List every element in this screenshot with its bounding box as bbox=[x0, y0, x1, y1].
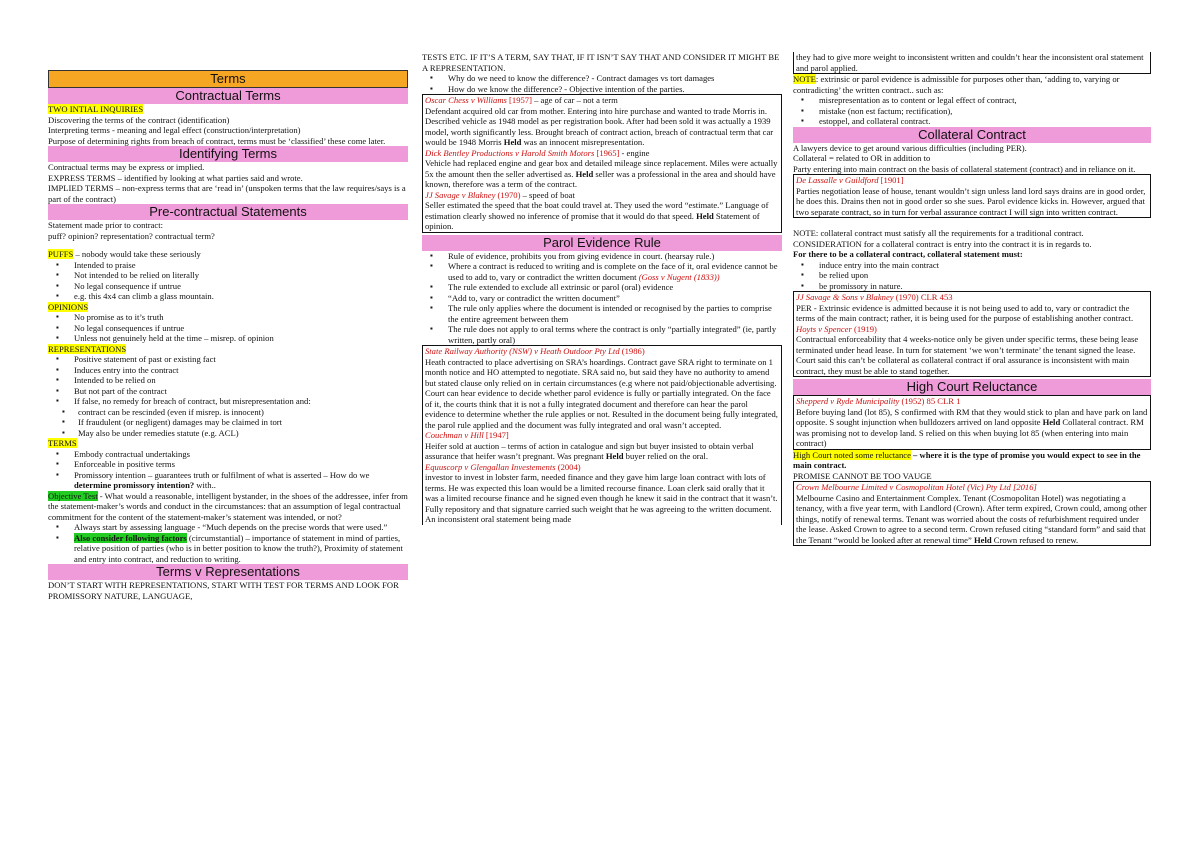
for-there-bold: For there to be a collateral contract, collateral statement must: bbox=[793, 249, 1023, 259]
pre-1: Statement made prior to contract: bbox=[48, 220, 164, 230]
delass-case: De Lassalle v Guildford bbox=[796, 175, 879, 185]
terms-v-reps-title: Terms v Representations bbox=[48, 564, 408, 580]
precontractual-title: Pre-contractual Statements bbox=[48, 204, 408, 220]
coll-2: Collateral = related to OR in addition to bbox=[793, 153, 931, 163]
parol-title: Parol Evidence Rule bbox=[422, 235, 782, 251]
case-box-oscar bbox=[422, 94, 782, 233]
list-item: ▪ be promissory in nature. bbox=[819, 281, 1151, 292]
list-item: ▪ But not part of the contract bbox=[74, 386, 408, 397]
opinions-list bbox=[48, 312, 408, 344]
jj-case: JJ Savage v Blakney bbox=[425, 189, 496, 200]
crown-case: Crown Melbourne Limited v Cosmopolitan Hotel (Vic) Pty Ltd [2016] bbox=[796, 482, 1037, 492]
hc-noted-label: High Court noted some reluctance bbox=[793, 449, 911, 460]
shep-text: Before buying land (lot 85), S confirmed with RM that they would stick to plan and have park on land opposite. S sought injunction when bulldozers arrived on land opposite bbox=[796, 406, 1148, 427]
hc-noted-bold: – where it is the type of promise you would expect to see in the main contract. bbox=[793, 449, 1141, 470]
column-2 bbox=[422, 52, 782, 525]
jjs-text: PER - Extrinsic evidence is admitted because it is not being used to add to, vary or contradict the terms of the main contract; rather, it is being used for the purpose of establishing another contract. bbox=[796, 302, 1134, 323]
crown-end: Crown refused to renew. bbox=[991, 534, 1079, 545]
list-item bbox=[448, 261, 782, 282]
note-text: : extrinsic or parol evidence is admissible for purposes other than, ‘adding to, varying or contradicting’ the written contract.. such as: bbox=[793, 74, 1120, 95]
dick-case: Dick Bentley Productions v Harold Smith Motors bbox=[425, 147, 595, 158]
couch-end: buyer relied on the oral. bbox=[623, 451, 708, 461]
list-item: ▪ No promise as to it’s truth bbox=[74, 312, 408, 323]
objective-test-text: - What would a reasonable, intelligent bystander, in the shoes of the addressee, infer from the statement-maker’s words and conduct in the circumstances: that an assumption of legal contractual commitment for the content of the statement-maker’s statement was intended, or not? bbox=[48, 490, 408, 522]
delass-text: Parties negotiation lease of house, tenant wouldn’t sign unless land lord says drains are in good order, he does this. Drains then not in good order so she sues. Parol evidence kicks in. However, argued that two separate contract, so in turn for verbal assurance contract I will sign into written contract. bbox=[796, 185, 1146, 217]
ident-2: EXPRESS TERMS – identified by looking at what parties said and wrote. bbox=[48, 172, 303, 183]
objective-test-label: Objective Test bbox=[48, 490, 98, 501]
list-item: ▪ “Add to, vary or contradict the written document” bbox=[448, 293, 782, 304]
promise-vague: PROMISE CANNOT BE TOO VAUGE bbox=[793, 470, 932, 481]
list-item: ▪ No legal consequences if untrue bbox=[74, 323, 408, 334]
hoyts-case: Hoyts v Spencer bbox=[796, 323, 852, 334]
inquiry-3: Purpose of determining rights from breach of contract, terms must be ‘classified’ these come later. bbox=[48, 135, 386, 146]
list-item: ▪ misrepresentation as to content or legal effect of contract, bbox=[819, 95, 1151, 106]
case-box-equus-cont bbox=[793, 52, 1151, 74]
case-box-shepperd bbox=[793, 395, 1151, 450]
oscar-text: Defendant acquired old car from mother. Entering into hire purchase and wanted to trade Morris in. Described vehicle as 1948 model as per registration book. After had been sold it was actually a 1939 model, worth significantly less. Brought breach of contract action, breach of contractual term that car would be 1948 Morris bbox=[425, 105, 774, 147]
representations-label: REPRESENTATIONS bbox=[48, 343, 127, 354]
list-item: ▪ No legal consequence if untrue bbox=[74, 281, 408, 292]
collat-list bbox=[793, 260, 1151, 292]
list-item: ▪ Positive statement of past or existing fact bbox=[74, 354, 408, 365]
list-item bbox=[74, 533, 408, 565]
col2-cont-text: TESTS ETC. IF IT’S A TERM, SAY THAT, IF IT ISN’T SAY THAT AND CONSIDER IT MIGHT BE A REPRESENTATION. bbox=[422, 52, 780, 73]
list-item: ▪ The rule does not apply to oral terms where the contract is only “partially integrated” (ie, partly written, partly oral) bbox=[448, 324, 782, 345]
column-1 bbox=[48, 70, 408, 601]
note-label: NOTE bbox=[793, 74, 816, 84]
column-3 bbox=[793, 52, 1151, 546]
also-consider-text: (circumstantial) – importance of statement in mind of parties, relative position of parties (who is in better position to know the truth?), Proximity of statement and entry into contract, and reduction to writing. bbox=[74, 532, 403, 564]
oscar-tag: – age of car – not a term bbox=[531, 95, 618, 105]
list-item: ▪ May also be under remedies statute (e.g. ACL) bbox=[78, 428, 408, 439]
sra-text: Heath contracted to place advertising on SRA’s hoardings. Contract gave SRA right to terminate on 1 month notice and HO attempted to negotiate. SRA said no, but said they have no authority to amend but stated clause only relied on in certain circumstances (e.g where not paid/objectionable advertising. Court can hear evidence to decide whether parol evidence is fully or partially integrated. On the face of it, the courts think that it is not a fully integrated document and therefore can hear the parol evidence to determine whether the rule applies or not. Resulted in the document being fully integrated, the parol rule applied and the document was fully integrated and oral wasn’t accepted. bbox=[425, 356, 778, 430]
shep-case: Shepperd v Ryde Municipality bbox=[796, 396, 900, 406]
shep-cite: (1952) 85 CLR 1 bbox=[899, 396, 961, 406]
terms-list-3-end: with.. bbox=[194, 480, 216, 490]
two-inquiries-label: TWO INTIAL INQUIRIES bbox=[48, 104, 144, 114]
jjs-case: JJ Savage & Sons v Blakney bbox=[796, 292, 894, 302]
case-box-parol bbox=[422, 345, 782, 525]
puffs-label: PUFFS bbox=[48, 249, 74, 259]
list-item: ▪ mistake (non est factum; rectification), bbox=[819, 106, 1151, 117]
case-box-delassalle bbox=[793, 174, 1151, 218]
coll-1: A lawyers device to get around various difficulties (including PER). bbox=[793, 142, 1027, 153]
representations-list bbox=[48, 354, 408, 407]
coll-3: Party entering into main contract on the basis of collateral statement (contract) and in reliance on it. bbox=[793, 163, 1136, 174]
rep-sub-list bbox=[48, 407, 408, 439]
list-item: ▪ Induces entry into the contract bbox=[74, 365, 408, 376]
crown-text: Melbourne Casino and Entertainment Complex. Tenant (Cosmopolitan Hotel) was negotiating a tenancy, with a five year term, with Landlord (Crown). After term expired, Crown could, among other things, notify of renewal terms. Tenant was worried about the costs of refurbishment required under the lease. Asked Crown to agree to a second term. Crown refused citing “standard form” and said that the Tenant “would be looked after at renewal time” bbox=[796, 492, 1147, 545]
terms-list-3-bold: determine promissory intention? bbox=[74, 480, 195, 490]
jj-tag: – speed of boat bbox=[520, 189, 575, 200]
puffs-text: – nobody would take these seriously bbox=[73, 249, 201, 259]
dick-tag: - engine bbox=[619, 147, 650, 158]
list-item: ▪ The rule extended to exclude all extrinsic or parol (oral) evidence bbox=[448, 282, 782, 293]
note2-text: NOTE: collateral contract must satisfy all the requirements for a traditional contract. CONSIDERATION for a collateral contract is entry into the contract it is in regards to. bbox=[793, 228, 1092, 249]
ident-3: IMPLIED TERMS – non-express terms that are ‘read in’ (unspoken terms that the law requires/says is a part of the contract) bbox=[48, 183, 406, 204]
crown-held: Held bbox=[973, 534, 992, 545]
list-item: ▪ The rule only applies where the document is intended or recognised by the parties to comprise the entire agreement between them bbox=[448, 303, 782, 324]
oscar-end: was an innocent misrepresentation. bbox=[521, 137, 645, 147]
list-item: ▪ Intended to be relied on bbox=[74, 375, 408, 386]
jj-text: Seller estimated the speed that the boat could travel at. They used the word “estimate.” Language of estimation clearly showed no inference of promise that it would do that speed. bbox=[425, 200, 769, 221]
list-item: ▪ Not intended to be relied on literally bbox=[74, 270, 408, 281]
list-item: ▪ e.g. this 4x4 can climb a glass mountain. bbox=[74, 291, 408, 302]
hoyts-text: Contractual enforceability that 4 weeks-notice only be given under specific terms, these being lease terminated under head lease. In turn for statement ‘we won’t terminate’ the tenant signed the lease. Court said this can’t be collateral as collateral contract if oral assurance is inconsistent with main contract, they must be able to stand together. bbox=[796, 334, 1139, 376]
terms-list bbox=[48, 449, 408, 491]
identifying-terms-title: Identifying Terms bbox=[48, 146, 408, 162]
dick-cite: [1965] bbox=[594, 147, 620, 158]
terms-title: Terms bbox=[48, 70, 408, 88]
collateral-title: Collateral Contract bbox=[793, 127, 1151, 143]
also-consider-label: Also consider following factors bbox=[74, 532, 187, 543]
inquiry-1: Discovering the terms of the contract (identification) bbox=[48, 114, 230, 125]
oscar-cite: [1957] bbox=[506, 95, 532, 105]
jj-end: Statement of opinion. bbox=[425, 210, 760, 231]
sra-case: State Railway Authority (NSW) v Heath Outdoor Pty Ltd bbox=[425, 346, 620, 356]
list-item: ▪ estoppel, and collateral contract. bbox=[819, 116, 1151, 127]
list-item: ▪ induce entry into the main contract bbox=[819, 260, 1151, 271]
hoyts-cite: (1919) bbox=[851, 323, 877, 334]
case-box-jjs bbox=[793, 291, 1151, 377]
list-item: ▪ Enforceable in positive terms bbox=[74, 459, 408, 470]
jjs-cite: (1970) CLR 453 bbox=[893, 292, 953, 302]
couch-held: Held bbox=[605, 451, 624, 461]
equus-cite: (2004) bbox=[555, 461, 581, 472]
list-item: ▪ contract can be rescinded (even if misrep. is innocent) bbox=[78, 407, 408, 418]
tvr-text: DON’T START WITH REPRESENTATIONS, START WITH TEST FOR TERMS AND LOOK FOR PROMISSORY NATURE, LANGUAGE, bbox=[48, 580, 399, 601]
oscar-held: Held bbox=[503, 137, 522, 147]
list-item: ▪ Rule of evidence, prohibits you from giving evidence in court. (hearsay rule.) bbox=[448, 251, 782, 262]
list-item: ▪ Embody contractual undertakings bbox=[74, 449, 408, 460]
couch-text: Heifer sold at auction – terms of action in catalogue and sign but buyer insisted to obtain verbal assurance that heifer wasn’t pregnant. Was pregnant bbox=[425, 440, 754, 461]
jj-held: Held bbox=[696, 210, 714, 221]
dick-held: Held bbox=[575, 168, 594, 179]
list-item: ▪ Unless not genuinely held at the time – misrep. of opinion bbox=[74, 333, 408, 344]
difference-list bbox=[422, 73, 782, 94]
pre-2: puff? opinion? representation? contractual term? bbox=[48, 230, 215, 241]
jj-cite: (1970) bbox=[495, 189, 521, 200]
list-item: ▪ be relied upon bbox=[819, 270, 1151, 281]
list-item: ▪ If false, no remedy for breach of contract, but misrepresentation and: bbox=[74, 396, 408, 407]
oscar-case: Oscar Chess v Williams bbox=[425, 95, 507, 105]
parol-list-2: Where a contract is reduced to writing and is complete on the face of it, oral evidence cannot be used to add to, vary or contradict the written document bbox=[448, 261, 778, 282]
terms-list-3: Promissory intention – guarantees truth or fulfilment of what is asserted – How do we bbox=[74, 469, 370, 480]
list-item: ▪ How do we know the difference? - Objective intention of the parties. bbox=[448, 84, 782, 95]
sra-cite: (1986) bbox=[619, 346, 645, 356]
equus-text: investor to invest in lobster farm, needed finance and they gave him large loan contract with lots of terms. He was expected this loan would be a limited recourse finance. Loan clerk said orally that it was a limited recourse finance and he signed even though he knew it said in the contract that it wasn’t. Fully repository and that signature carried such weight that he was agreeing to the written document. An inconsistent oral statement being made bbox=[425, 472, 778, 524]
note-list bbox=[793, 95, 1151, 127]
shep-end: Collateral contract. RM was promising not to develop land. S relied on this when buying lot 85 (when entering into main contract) bbox=[796, 417, 1144, 448]
contractual-terms-title: Contractual Terms bbox=[48, 88, 408, 104]
ident-1: Contractual terms may be express or implied. bbox=[48, 162, 205, 172]
opinions-label: OPINIONS bbox=[48, 301, 89, 312]
delass-cite: [1901] bbox=[878, 175, 904, 185]
shep-held: Held bbox=[1042, 417, 1061, 427]
puffs-list bbox=[48, 260, 408, 302]
inquiry-2: Interpreting terms - meaning and legal effect (construction/interpretation) bbox=[48, 125, 301, 135]
hcr-title: High Court Reluctance bbox=[793, 379, 1151, 395]
list-item: ▪ Why do we need to know the difference? - Contract damages vs tort damages bbox=[448, 73, 782, 84]
col3-cont-text: they had to give more weight to inconsistent written and couldn’t hear the inconsistent oral statement and parol applied. bbox=[796, 52, 1144, 73]
couch-cite: [1947] bbox=[483, 430, 509, 440]
equus-case: Equuscorp v Glengallan Investements bbox=[425, 461, 556, 472]
list-item: ▪ If fraudulent (or negligent) damages may be claimed in tort bbox=[78, 417, 408, 428]
dick-end: seller was a professional in the area and should have known, therefore was a term of the contract. bbox=[425, 168, 776, 189]
list-item: ▪ Intended to praise bbox=[74, 260, 408, 271]
case-box-crown bbox=[793, 481, 1151, 546]
list-item bbox=[74, 470, 408, 491]
dick-text: Vehicle had replaced engine and gear box and detailed mileage since replacement. Miles were actually 5x the amount then the seller advertised as. bbox=[425, 158, 778, 179]
couch-case: Couchman v Hill bbox=[425, 430, 484, 440]
goss-case: (Goss v Nugent (1833)) bbox=[638, 271, 720, 282]
list-item: ▪ Always start by assessing language - “Much depends on the precise words that were used.” bbox=[74, 522, 408, 533]
terms-label: TERMS bbox=[48, 438, 77, 448]
factors-list bbox=[48, 522, 408, 564]
parol-list bbox=[422, 251, 782, 346]
